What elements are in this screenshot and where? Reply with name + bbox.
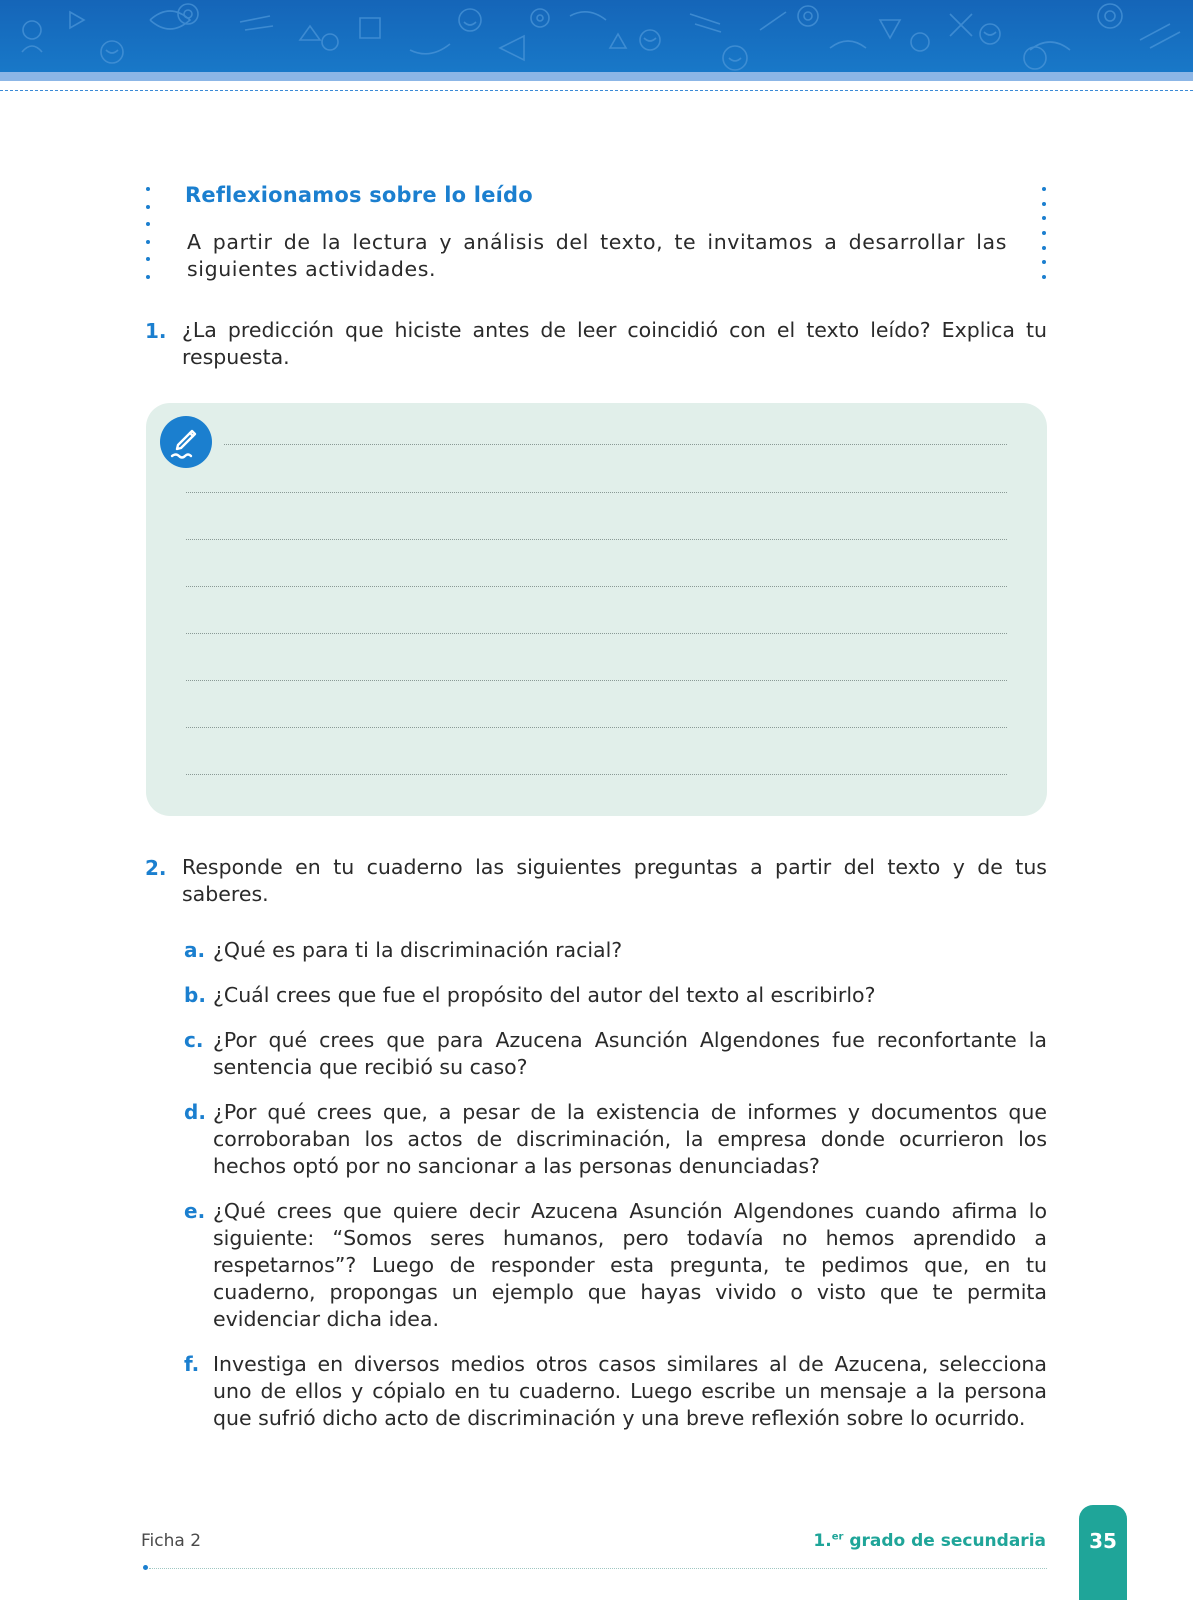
footer-grade-label	[813, 1531, 1046, 1551]
question-2-number: 2.	[145, 856, 167, 880]
header-dashed-line	[0, 90, 1193, 91]
sub-item-b-text: ¿Cuál crees que fue el propósito del autor del texto al escribirlo?	[213, 983, 876, 1007]
grade-superscript: er	[831, 1531, 844, 1543]
answer-line[interactable]	[224, 444, 1007, 445]
header-stripe	[0, 72, 1193, 81]
answer-line[interactable]	[186, 633, 1007, 634]
answer-line[interactable]	[186, 492, 1007, 493]
question-1-text: ¿La predicción que hiciste antes de leer coincidió con el texto leído? Explica tu respuesta.	[182, 318, 1047, 369]
sub-item-c-letter: c.	[184, 1028, 204, 1052]
sub-item-d-text: ¿Por qué crees que, a pesar de la existencia de informes y documentos que corroboraban los actos de discriminación, la empresa donde ocurrieron los hechos optó por no sancionar a las personas denunciadas?	[213, 1100, 1047, 1178]
answer-line[interactable]	[186, 680, 1007, 681]
intro-paragraph: A partir de la lectura y análisis del texto, te invitamos a desarrollar las siguientes actividades.	[187, 230, 1007, 281]
sub-item-a-text: ¿Qué es para ti la discriminación racial?	[213, 938, 623, 962]
footer-line	[149, 1568, 1047, 1569]
header-band	[0, 0, 1193, 72]
footer-ficha-label: Ficha 2	[141, 1531, 202, 1551]
sub-item-d-letter: d.	[184, 1100, 206, 1124]
left-dots-decoration	[146, 187, 154, 279]
sub-item-f-letter: f.	[184, 1352, 200, 1376]
section-title: Reflexionamos sobre lo leído	[185, 183, 533, 207]
right-dots-decoration	[1042, 187, 1050, 279]
page-number: 35	[1089, 1529, 1117, 1553]
sub-item-b-letter: b.	[184, 983, 206, 1007]
answer-line[interactable]	[186, 774, 1007, 775]
sub-item-f-text: Investiga en diversos medios otros casos similares al de Azucena, selecciona uno de ellos y cópialo en tu cuaderno. Luego escribe un mensaje a la persona que sufrió dicho acto de discriminación y una breve reflexión sobre lo ocurrido.	[213, 1352, 1047, 1430]
answer-line[interactable]	[186, 727, 1007, 728]
grade-rest: grado de secundaria	[843, 1531, 1046, 1551]
answer-line[interactable]	[186, 586, 1007, 587]
question-2-text: Responde en tu cuaderno las siguientes preguntas a partir del texto y de tus saberes.	[182, 855, 1047, 906]
pencil-icon-svg	[160, 416, 212, 468]
sub-item-a-letter: a.	[184, 938, 206, 962]
grade-number: 1.	[813, 1531, 832, 1551]
pencil-icon	[160, 416, 212, 468]
sub-item-e-letter: e.	[184, 1199, 206, 1223]
sub-item-e-text: ¿Qué crees que quiere decir Azucena Asunción Algendones cuando afirma lo siguiente: “Somos seres humanos, pero todavía no hemos aprendido a respetarnos”? Luego de responder esta pregunta, te pedimos que, en tu cuaderno, propongas un ejemplo que hayas vivido o visto que te permita evidenciar dicha idea.	[213, 1199, 1047, 1331]
question-1-number: 1.	[145, 319, 167, 343]
header-doodles	[0, 0, 1193, 72]
sub-item-c-text: ¿Por qué crees que para Azucena Asunción Algendones fue reconfortante la sentencia que recibió su caso?	[213, 1028, 1047, 1079]
footer-dot	[143, 1565, 148, 1570]
answer-box[interactable]	[146, 403, 1047, 816]
answer-line[interactable]	[186, 539, 1007, 540]
